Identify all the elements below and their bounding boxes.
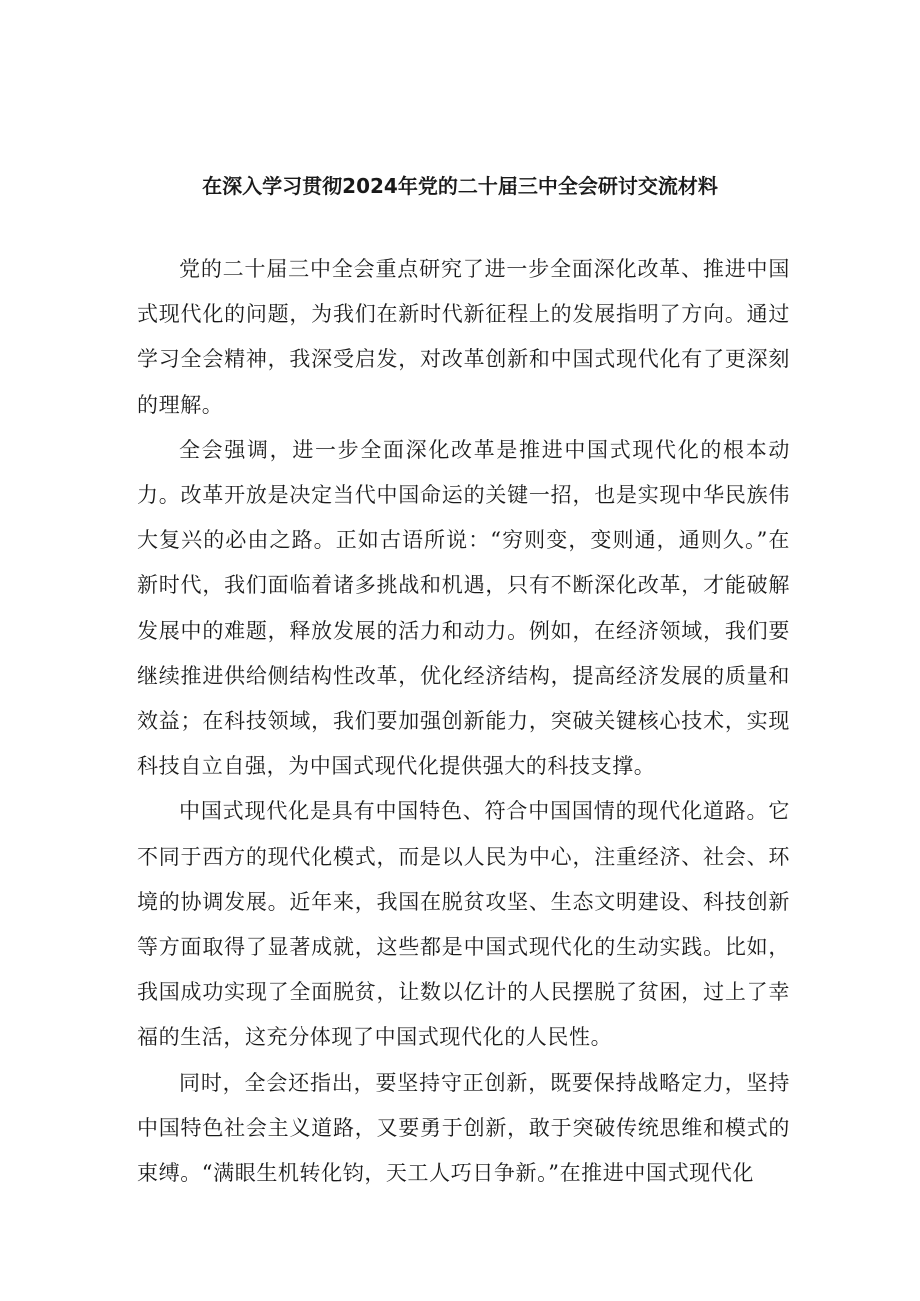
document-body <box>137 247 790 1196</box>
paragraph-3: 中国式现代化是具有中国特色、符合中国国情的现代化道路。它不同于西方的现代化模式，而是以人民为中心，注重经济、社会、环境的协调发展。近年来，我国在脱贫攻坚、生态文明建设、科技创新等方面取得了显著成就，这些都是中国式现代化的生动实践。比如，我国成功实现了全面脱贫，让数以亿计的人民摆脱了贫困，过上了幸福的生活，这充分体现了中国式现代化的人民性。 <box>137 799 790 1050</box>
document-title: 在深入学习贯彻2024年党的二十届三中全会研讨交流材料 <box>202 174 718 198</box>
paragraph-2: 全会强调，进一步全面深化改革是推进中国式现代化的根本动力。改革开放是决定当代中国命运的关键一招，也是实现中华民族伟大复兴的必由之路。正如古语所说：“穷则变，变则通，通则久。”在新时代，我们面临着诸多挑战和机遇，只有不断深化改革，才能破解发展中的难题，释放发展的活力和动力。例如，在经济领域，我们要继续推进供给侧结构性改革，优化经济结构，提高经济发展的质量和效益；在科技领域，我们要加强创新能力，突破关键核心技术，实现科技自立自强，为中国式现代化提供强大的科技支撑。 <box>137 437 790 779</box>
paragraph-4: 同时，全会还指出，要坚持守正创新，既要保持战略定力，坚持中国特色社会主义道路，又要勇于创新，敢于突破传统思维和模式的束缚。“满眼生机转化钧，天工人巧日争新。”在推进中国式现代化 <box>137 1070 790 1186</box>
paragraph-1: 党的二十届三中全会重点研究了进一步全面深化改革、推进中国式现代化的问题，为我们在新时代新征程上的发展指明了方向。通过学习全会精神，我深受启发，对改革创新和中国式现代化有了更深刻的理解。 <box>137 257 790 417</box>
